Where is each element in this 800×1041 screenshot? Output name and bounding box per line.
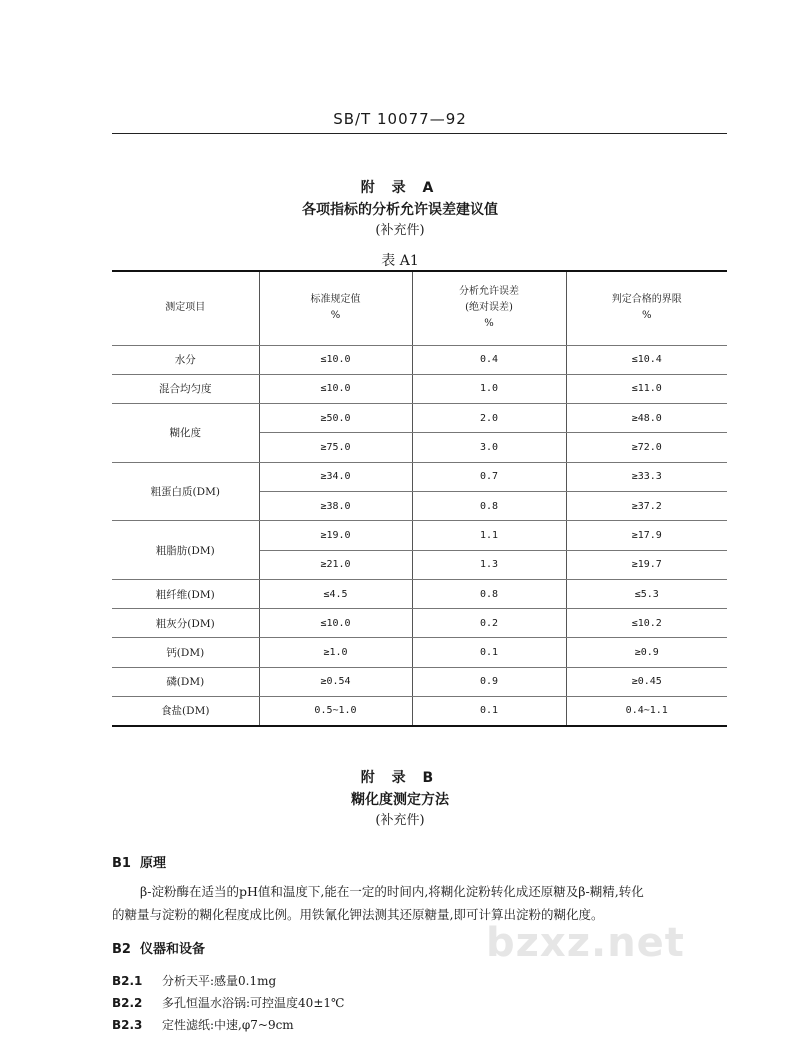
cell-tolerance: 0.4 [412, 345, 566, 374]
section-b2-code: B2 [112, 942, 131, 957]
header-tolerance: 分析允许误差 (绝对误差) % [412, 271, 566, 345]
cell-standard: ≤10.0 [259, 345, 412, 374]
item-text: 分析天平:感量0.1mg [162, 974, 277, 988]
cell-tolerance: 0.8 [412, 491, 566, 520]
cell-limit: ≥72.0 [566, 433, 727, 462]
table-row [112, 462, 727, 491]
cell-item: 粗蛋白质(DM) [112, 462, 259, 521]
cell-item: 磷(DM) [112, 667, 259, 696]
cell-standard: ≥21.0 [259, 550, 412, 579]
table-row [112, 609, 727, 638]
cell-limit: ≤5.3 [566, 579, 727, 608]
table-row [112, 638, 727, 667]
cell-limit: ≥0.45 [566, 667, 727, 696]
section-b1-code: B1 [112, 856, 131, 871]
cell-limit: ≥19.7 [566, 550, 727, 579]
cell-tolerance: 1.1 [412, 521, 566, 550]
cell-tolerance: 0.1 [412, 638, 566, 667]
cell-item: 糊化度 [112, 404, 259, 463]
item-code: B2.2 [112, 996, 143, 1010]
table-row [112, 667, 727, 696]
cell-item: 食盐(DM) [112, 697, 259, 726]
list-item [112, 994, 344, 1011]
header-item: 测定项目 [112, 271, 259, 345]
section-b1-title: 原理 [140, 856, 167, 871]
cell-limit: ≤10.4 [566, 345, 727, 374]
cell-tolerance: 1.3 [412, 550, 566, 579]
appendix-a-note: (补充件) [375, 223, 425, 238]
table-row [112, 345, 727, 374]
header-limit: 判定合格的界限 % [566, 271, 727, 345]
cell-item: 粗灰分(DM) [112, 609, 259, 638]
cell-standard: 0.5~1.0 [259, 697, 412, 726]
cell-limit: ≥17.9 [566, 521, 727, 550]
cell-limit: ≥0.9 [566, 638, 727, 667]
cell-standard: ≤10.0 [259, 374, 412, 403]
cell-limit: ≤10.2 [566, 609, 727, 638]
table-row [112, 404, 727, 433]
section-b1-heading [112, 852, 166, 871]
cell-standard: ≥1.0 [259, 638, 412, 667]
cell-tolerance: 3.0 [412, 433, 566, 462]
appendix-b-note: (补充件) [375, 813, 425, 828]
item-code: B2.1 [112, 974, 143, 988]
document-code: SB/T 10077—92 [333, 110, 467, 128]
cell-tolerance: 0.2 [412, 609, 566, 638]
list-item [112, 1016, 294, 1033]
table-row [112, 697, 727, 726]
cell-standard: ≥0.54 [259, 667, 412, 696]
appendix-b-title: 附 录 B [360, 770, 440, 786]
cell-limit: ≥33.3 [566, 462, 727, 491]
section-b2-heading [112, 938, 205, 957]
cell-standard: ≥75.0 [259, 433, 412, 462]
section-b2-title: 仪器和设备 [140, 942, 206, 957]
cell-limit: ≥37.2 [566, 491, 727, 520]
cell-standard: ≥50.0 [259, 404, 412, 433]
cell-tolerance: 0.8 [412, 579, 566, 608]
table-row [112, 374, 727, 403]
cell-standard: ≥38.0 [259, 491, 412, 520]
cell-item: 水分 [112, 345, 259, 374]
cell-item: 混合均匀度 [112, 374, 259, 403]
appendix-a-title: 附 录 A [360, 180, 440, 196]
cell-tolerance: 1.0 [412, 374, 566, 403]
cell-limit: ≥48.0 [566, 404, 727, 433]
list-item [112, 972, 276, 989]
item-text: 多孔恒温水浴锅:可控温度40±1℃ [162, 996, 345, 1010]
watermark: bzxz.net [486, 920, 685, 966]
item-code: B2.3 [112, 1018, 143, 1032]
section-b1-line-1: β-淀粉酶在适当的pH值和温度下,能在一定的时间内,将糊化淀粉转化成还原糖及β-糊精,转化 [140, 884, 644, 899]
header-standard: 标准规定值 % [259, 271, 412, 345]
cell-item: 粗纤维(DM) [112, 579, 259, 608]
tolerance-table [112, 270, 727, 727]
cell-item: 钙(DM) [112, 638, 259, 667]
appendix-a-subtitle: 各项指标的分析允许误差建议值 [302, 202, 498, 218]
cell-tolerance: 0.7 [412, 462, 566, 491]
appendix-b-subtitle: 糊化度测定方法 [351, 792, 449, 808]
cell-limit: ≤11.0 [566, 374, 727, 403]
cell-tolerance: 2.0 [412, 404, 566, 433]
section-b1-line-2: 的糖量与淀粉的糊化程度成比例。用铁氰化钾法测其还原糖量,即可计算出淀粉的糊化度。 [112, 907, 604, 922]
table-row [112, 579, 727, 608]
cell-standard: ≤10.0 [259, 609, 412, 638]
table-caption: 表 A1 [381, 253, 419, 269]
cell-standard: ≥34.0 [259, 462, 412, 491]
cell-limit: 0.4~1.1 [566, 697, 727, 726]
table-row [112, 521, 727, 550]
cell-tolerance: 0.9 [412, 667, 566, 696]
cell-tolerance: 0.1 [412, 697, 566, 726]
table-header-row [112, 271, 727, 345]
header-rule [112, 133, 727, 134]
cell-standard: ≤4.5 [259, 579, 412, 608]
cell-standard: ≥19.0 [259, 521, 412, 550]
item-text: 定性滤纸:中速,φ7~9cm [162, 1018, 294, 1032]
cell-item: 粗脂肪(DM) [112, 521, 259, 580]
